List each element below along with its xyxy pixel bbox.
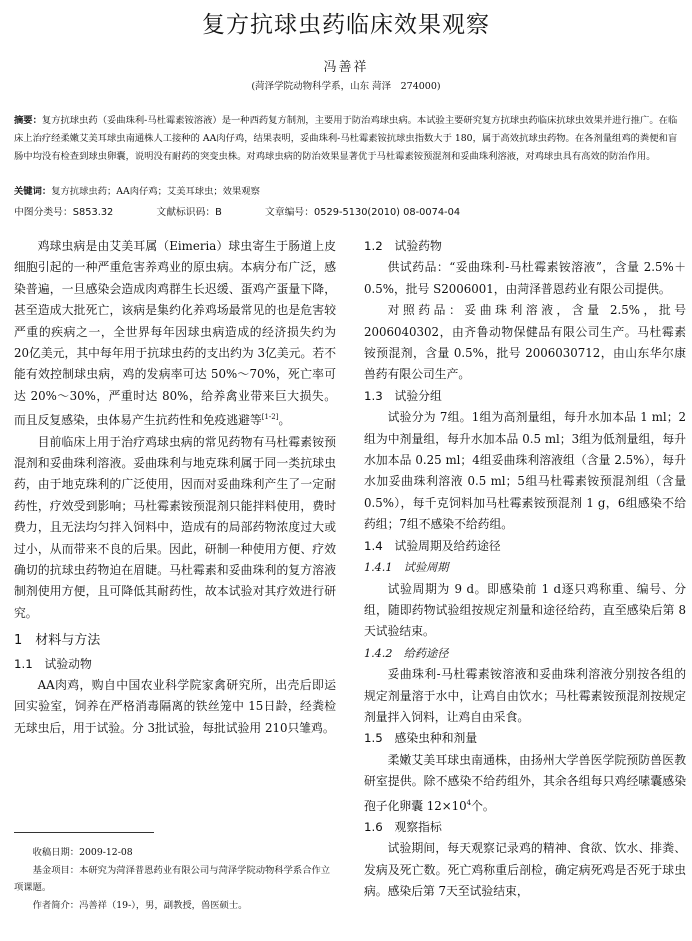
footnote-received: 收稿日期：2009-12-08 (32, 847, 133, 858)
section-heading-1-4-2: 1.4.2 给药途径 (364, 646, 449, 660)
abstract-label: 摘要： (14, 115, 42, 126)
paragraph-observation: 试验期间，每天观察记录鸡的精神、食欲、饮水、排粪、发病及死亡数。死亡鸡称重后剖检，确定病死鸡是否死于球虫病。感染后第 7天至试验结束， (364, 841, 686, 899)
paragraph-grouping: 试验分为 7组。1组为高剂量组，每升水加本品 1 ml；2组为中剂量组，每升水加本品 0.5 ml；3组为低剂量组，每升水加本品 0.25 ml；4组妥曲珠利溶液组（含量 2.5%），每升水加妥曲珠利溶液 0.5 ml；5组马杜霉素铵预混剂组（含量 0.5%），每千克饲料加马杜霉素铵预混剂 1 g，6组感染不给药组；7组不感染不给药组。 (364, 410, 686, 532)
paragraph-infection (364, 750, 686, 817)
footnote-author-bio: 作者简介：冯善祥（19-），男，副教授，兽医硕士。 (32, 899, 248, 911)
intro-paragraph-1 (14, 236, 336, 432)
intro-paragraph-1-text: 鸡球虫病是由艾美耳属（Eimeria）球虫寄生于肠道上皮细胞引起的一种严重危害养鸡业的原虫病。本病分布广泛，感染普遍，一旦感染会造成肉鸡群生长迟缓、蛋鸡产蛋量下降，甚至造成大批死亡，该病是集约化养鸡场最常见的也是危害较严重的疾病之一，全世界每年因球虫病造成的经济损失约为 20亿美元，其中每年用于抗球虫药的支出约为 3亿美元。若不能有效控制球虫病，鸡的发病率可达 50%～70%，死亡率可达 20%～30%，严重时达 80%，给养禽业带来巨大损失。而且反复感染，虫体易产生抗药性和免疫逃避等 (14, 239, 336, 428)
paper-title: 复方抗球虫药临床效果观察 (202, 12, 490, 38)
exponent: 4 (466, 798, 472, 807)
article-number: 文章编号：0529-5130(2010) 08-0074-04 (265, 207, 461, 218)
section-heading-1-4: 1.4 试验周期及给药途径 (364, 538, 501, 553)
paragraph-control-drug: 对照药品：妥曲珠利溶液，含量 2.5%，批号 2006040302，由齐鲁动物保健品有限公司生产。马杜霉素铵预混剂，含量 0.5%，批号 2006030712，由山东华尔康兽药有限公司生产。 (364, 303, 686, 382)
paragraph-animals: AA肉鸡，购自中国农业科学院家禽研究所，出壳后即运回实验室，饲养在严格消毒隔离的铁丝笼中 15日龄，经粪检无球虫后，用于试验。分 3批试验，每批试验用 210只雏鸡。 (14, 678, 336, 735)
left-column (14, 236, 336, 739)
paragraph-infection-text: 柔嫩艾美耳球虫南通株，由扬州大学兽医学院预防兽医教研室提供。除不感染不给药组外，其余各组每只鸡经嗉囊感染孢子化卵囊 12×10 (364, 752, 686, 813)
paragraph-test-drug: 供试药品：“妥曲珠利-马杜霉素铵溶液”，含量 2.5%＋0.5%，批号 S2006001，由菏泽普恩药业有限公司提供。 (364, 260, 686, 296)
abstract-text: 复方抗球虫药（妥曲珠利-马杜霉素铵溶液）是一种西药复方制剂，主要用于防治鸡球虫病。本试验主要研究复方抗球虫药临床抗球虫效果并进行推广。在临床上治疗经柔嫩艾美耳球虫南通株人工接种的 AA肉仔鸡，结果表明，妥曲珠利-马杜霉素铵抗球虫指数大于 180，属于高效抗球虫药物。在各剂量组鸡的粪便和盲肠中均没有检查到球虫卵囊，说明没有耐药的突变虫株。对鸡球虫病的防治效果显著优于马杜霉素铵预混剂和妥曲珠利溶液，对鸡球虫具有高效的防治作用。 (14, 115, 678, 162)
affiliation: (菏泽学院动物科学系，山东 菏泽 274000) (251, 81, 441, 92)
section-heading-1-5: 1.5 感染虫种和剂量 (364, 731, 478, 746)
keywords (14, 183, 682, 197)
paragraph-infection-end: 个。 (471, 798, 495, 813)
section-heading-1-1: 1.1 试验动物 (14, 656, 92, 671)
citation-ref: [1-2] (261, 413, 279, 422)
right-column (364, 236, 686, 903)
section-heading-1-6: 1.6 观察指标 (364, 819, 442, 834)
intro-paragraph-1-end: 。 (278, 413, 291, 428)
footnotes (14, 844, 336, 914)
classification-line (14, 204, 682, 218)
paragraph-period: 试验周期为 9 d。即感染前 1 d逐只鸡称重、编号、分组，随即药物试验组按规定剂量和途径给药，直至感染后第 8天试验结束。 (364, 581, 686, 639)
intro-paragraph-2: 目前临床上用于治疗鸡球虫病的常见药物有马杜霉素铵预混剂和妥曲珠利溶液。妥曲珠利与地克珠利属于同一类抗球虫药，由于地克珠利的广泛使用，因而对妥曲珠利产生了一定耐药性，疗效受到影响；马杜霉素铵预混剂只能拌料使用，费时费力，且无法均匀拌入饲料中，造成有的局部药物浓度过大或过小，从而带来不良的后果。因此，研制一种使用方便、疗效确切的抗球虫药物迫在眉睫。马杜霉素和妥曲珠利的复方溶液制剂使用方便，且可降低其耐药性，故本试验对其疗效进行研究。 (14, 434, 336, 620)
section-heading-1-3: 1.3 试验分组 (364, 388, 442, 403)
author-name: 冯善祥 (323, 60, 369, 75)
abstract (14, 112, 682, 166)
section-heading-1-4-1: 1.4.1 试验周期 (364, 561, 449, 575)
footnote-rule (14, 832, 154, 833)
paragraph-route: 妥曲珠利-马杜霉素铵溶液和妥曲珠利溶液分别按各组的规定剂量溶于水中，让鸡自由饮水；马杜霉素铵预混剂按规定剂量拌入饲料，让鸡自由采食。 (364, 667, 686, 724)
footnote-fund: 基金项目：本研究为菏泽普恩药业有限公司与菏泽学院动物科学系合作立项课题。 (14, 864, 331, 893)
section-heading-1-2: 1.2 试验药物 (364, 239, 442, 253)
keywords-text: 复方抗球虫药；AA肉仔鸡；艾美耳球虫；效果观察 (51, 186, 260, 197)
section-heading-1: 1 材料与方法 (14, 633, 101, 649)
document-code: 文献标识码：B (156, 207, 222, 218)
keywords-label: 关键词： (14, 186, 52, 197)
clc-number: 中图分类号：S853.32 (14, 207, 114, 218)
